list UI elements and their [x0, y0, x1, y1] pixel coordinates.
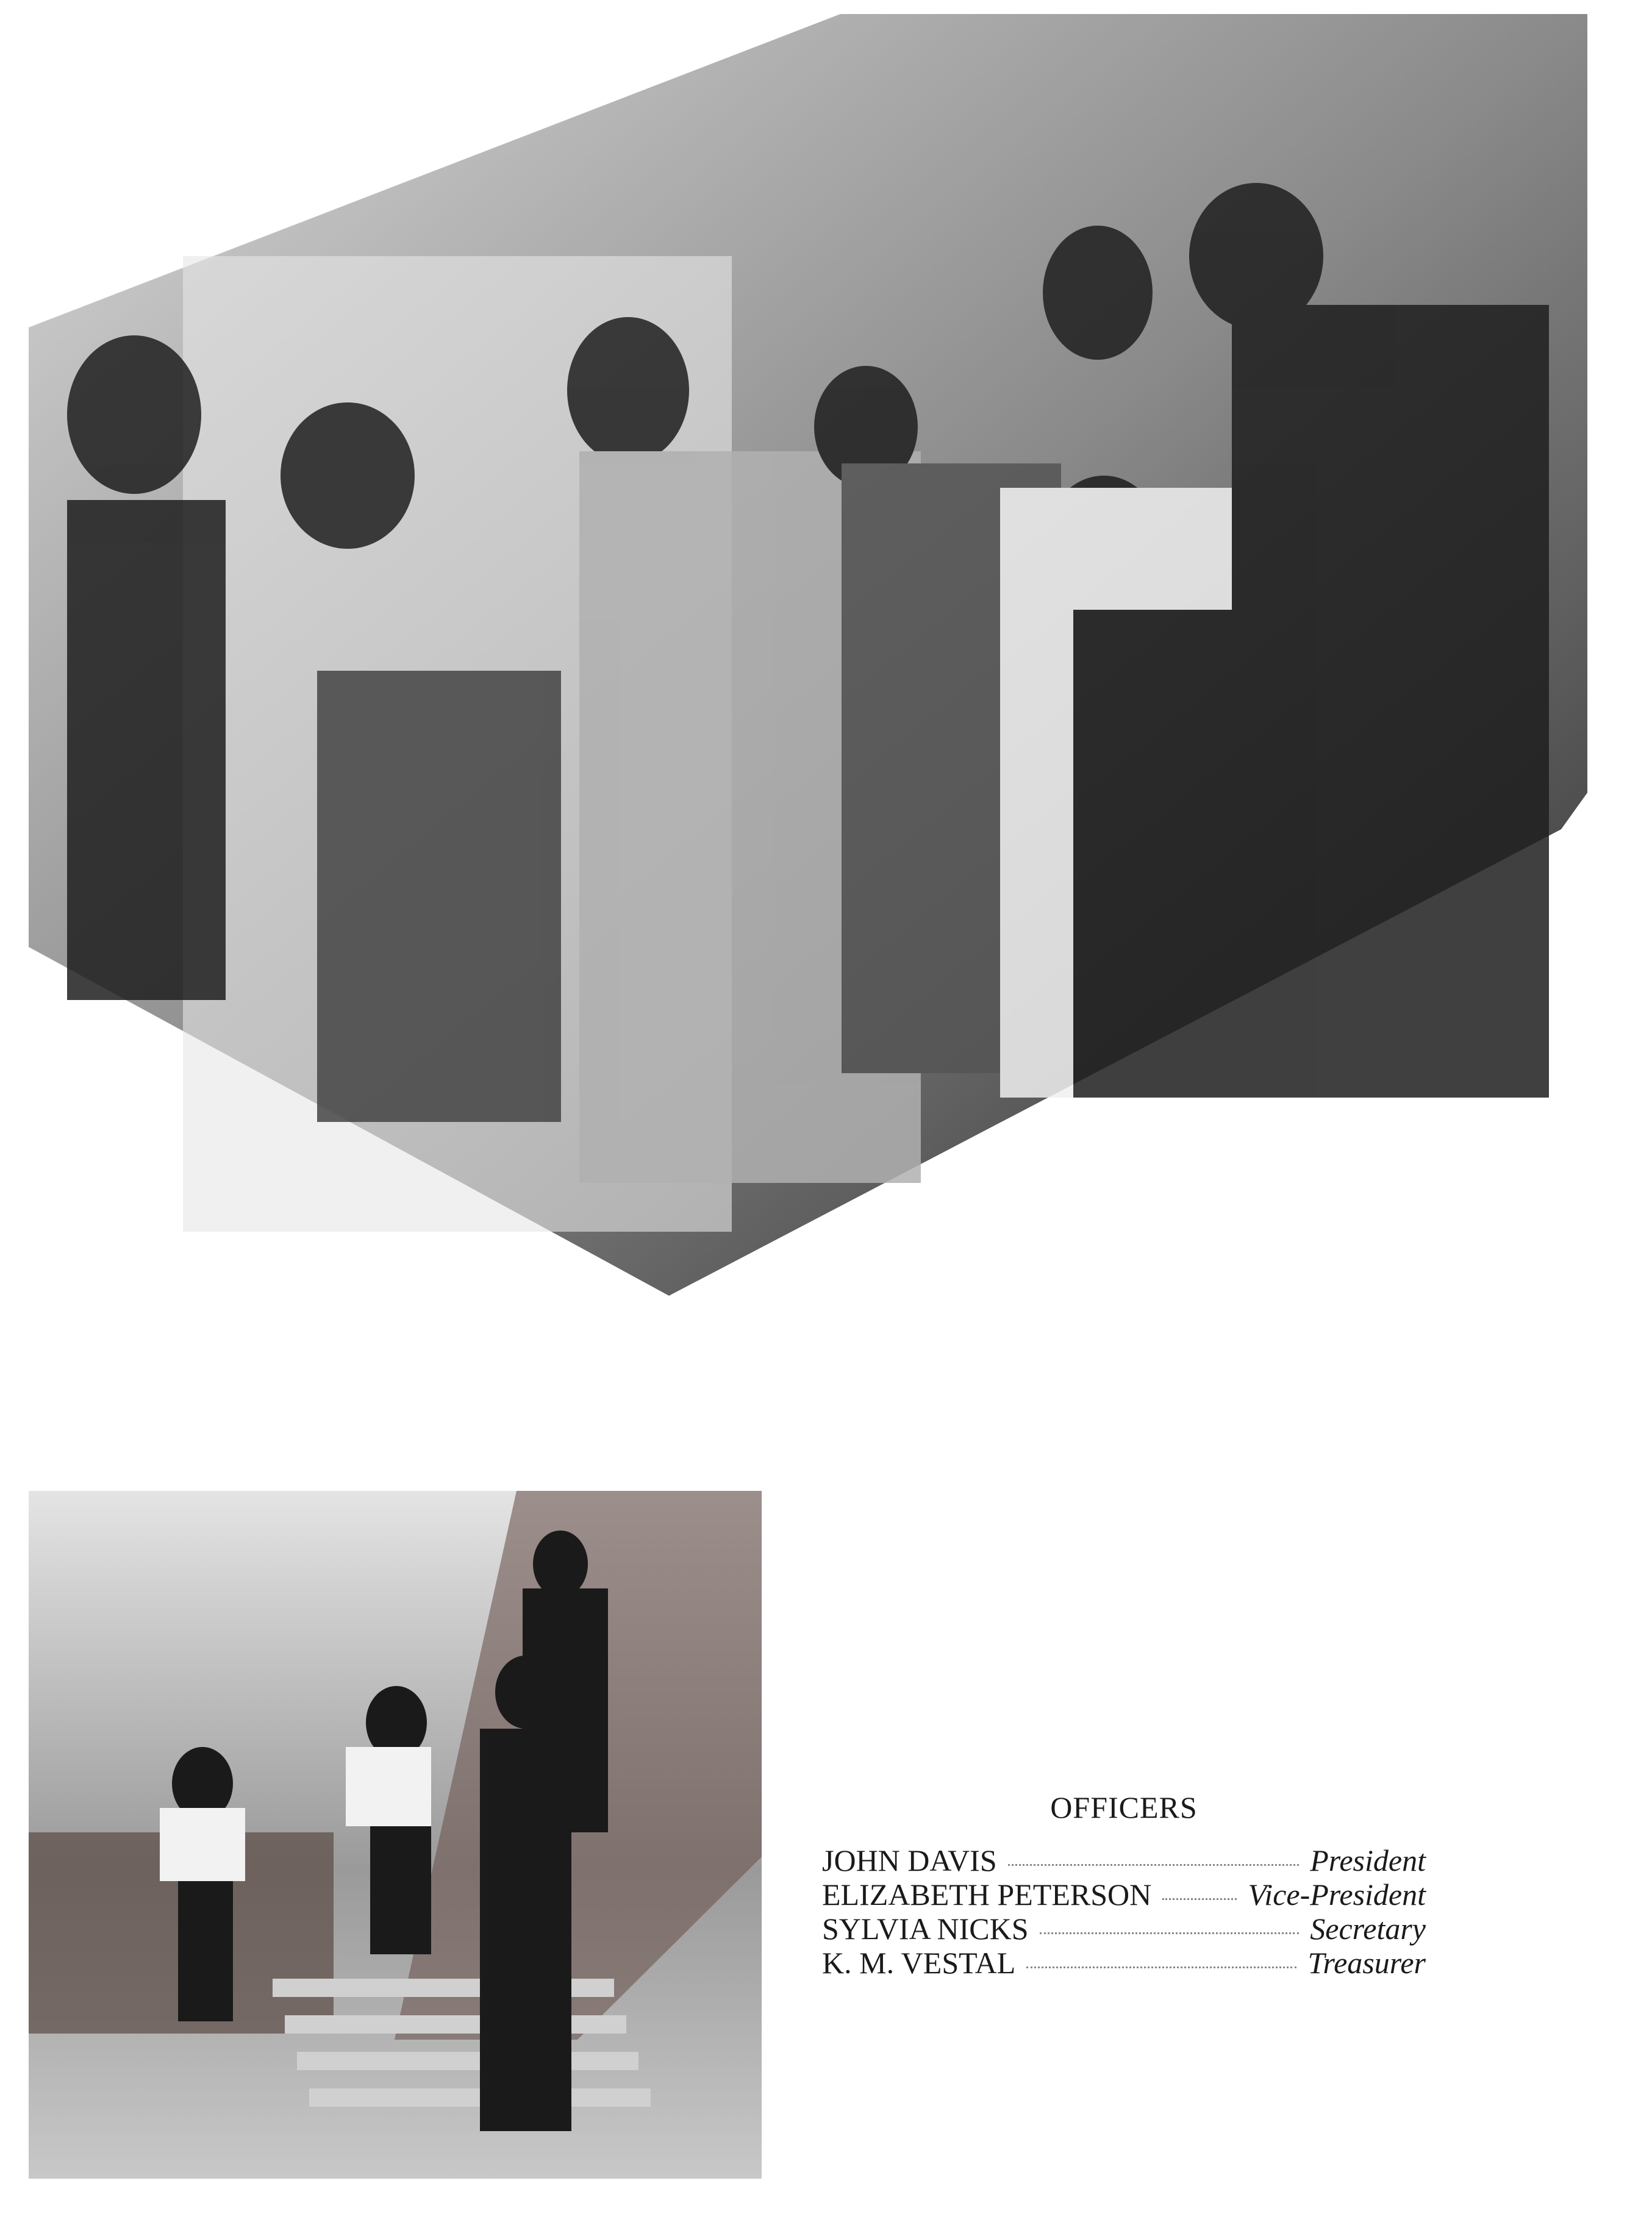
- leader-dots: [1026, 1966, 1296, 1968]
- officer-row: [822, 1843, 1426, 1877]
- officers-list: [822, 1790, 1426, 1980]
- officer-role: President: [1310, 1843, 1426, 1877]
- officers-heading: OFFICERS: [1050, 1790, 1198, 1824]
- leader-dots: [1162, 1898, 1237, 1900]
- officer-row: [822, 1912, 1426, 1946]
- leader-dots: [1040, 1932, 1300, 1934]
- officers-photo: [29, 1491, 762, 2179]
- officer-row: [822, 1877, 1426, 1912]
- officer-name: ELIZABETH PETERSON: [822, 1877, 1152, 1912]
- leader-dots: [1008, 1864, 1300, 1866]
- officer-name: SYLVIA NICKS: [822, 1912, 1029, 1946]
- officer-name: K. M. VESTAL: [822, 1946, 1016, 1980]
- officer-role: Treasurer: [1307, 1946, 1426, 1980]
- officer-role: Vice-President: [1248, 1877, 1426, 1912]
- officer-name: JOHN DAVIS: [822, 1843, 997, 1877]
- officer-row: [822, 1946, 1426, 1980]
- officer-role: Secretary: [1310, 1912, 1426, 1946]
